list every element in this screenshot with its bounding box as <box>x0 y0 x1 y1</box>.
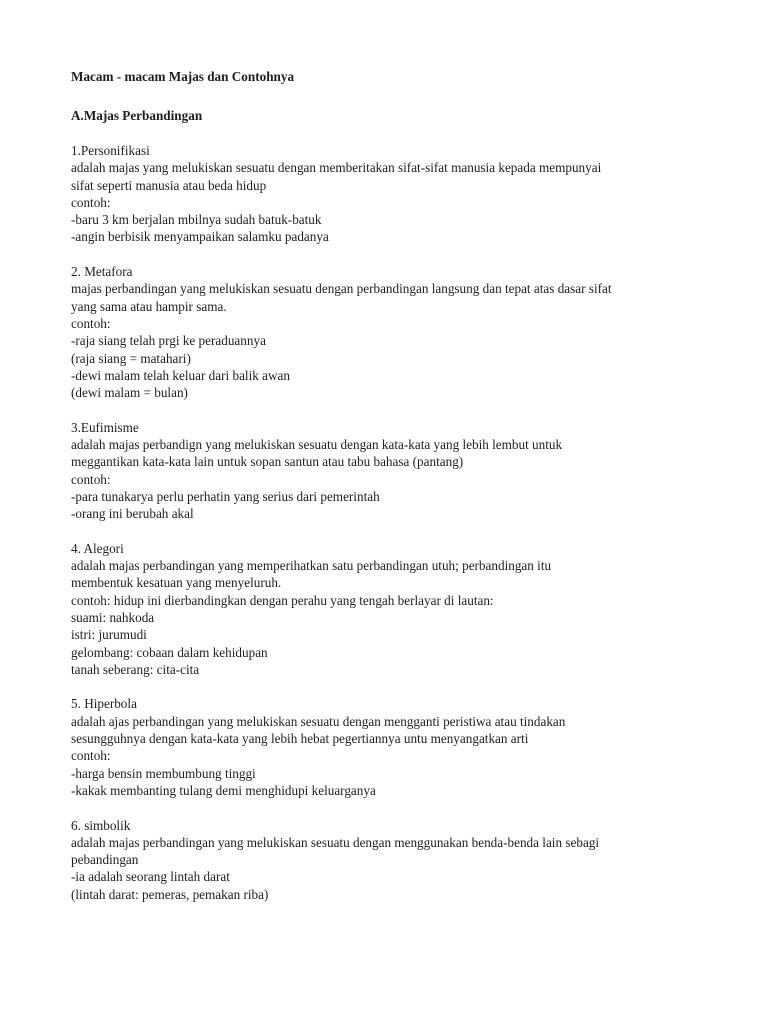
majas-item-line: adalah majas perbandign yang melukiskan sesuatu dengan kata-kata yang lebih lembut untuk <box>71 437 563 453</box>
majas-item-line: contoh: <box>71 748 111 764</box>
majas-item-line: gelombang: cobaan dalam kehidupan <box>71 644 268 660</box>
majas-item-line: (raja siang = matahari) <box>71 350 191 366</box>
majas-item-line: adalah ajas perbandingan yang melukiskan sesuatu dengan mengganti peristiwa atau tindakan <box>71 713 566 729</box>
majas-item-line: meggantikan kata-kata lain untuk sopan santun atau tabu bahasa (pantang) <box>71 454 464 470</box>
section-heading: A.Majas Perbandingan <box>71 108 203 124</box>
majas-item-line: sifat seperti manusia atau beda hidup <box>71 177 267 193</box>
majas-item-line: contoh: <box>71 471 111 487</box>
majas-item-line: -orang ini berubah akal <box>71 506 194 522</box>
majas-item-heading: 6. simbolik <box>71 817 131 833</box>
majas-item-line: (lintah darat: pemeras, pemakan riba) <box>71 886 269 902</box>
majas-item-heading: 5. Hiperbola <box>71 696 137 712</box>
majas-item-line: pebandingan <box>71 852 139 868</box>
majas-item-line: -ia adalah seorang lintah darat <box>71 869 230 885</box>
majas-item <box>71 817 711 903</box>
majas-item <box>71 695 711 799</box>
majas-item-line: adalah majas yang melukiskan sesuatu dengan memberitakan sifat-sifat manusia kepada mempunyai <box>71 160 602 176</box>
majas-item-line: istri: jurumudi <box>71 627 147 643</box>
majas-item-line: -harga bensin membumbung tinggi <box>71 765 256 781</box>
majas-item-line: sesungguhnya dengan kata-kata yang lebih hebat pegertiannya untu menyangatkan arti <box>71 731 529 747</box>
majas-item-line: -baru 3 km berjalan mbilnya sudah batuk-batuk <box>71 212 322 228</box>
majas-item-line: -angin berbisik menyampaikan salamku padanya <box>71 229 329 245</box>
majas-item-heading: 1.Personifikasi <box>71 142 150 158</box>
majas-item-line: contoh: <box>71 194 111 210</box>
majas-item-heading: 2. Metafora <box>71 264 133 280</box>
majas-item <box>71 142 711 246</box>
document-page <box>71 68 711 903</box>
majas-item-line: contoh: hidup ini dierbandingkan dengan perahu yang tengah berlayar di lautan: <box>71 592 494 608</box>
majas-item-line: contoh: <box>71 315 111 331</box>
majas-item-line: -para tunakarya perlu perhatin yang serius dari pemerintah <box>71 488 380 504</box>
majas-item-line: membentuk kesatuan yang menyeluruh. <box>71 575 282 591</box>
majas-item <box>71 263 711 401</box>
majas-item-line: -raja siang telah prgi ke peraduannya <box>71 333 266 349</box>
majas-item-line: majas perbandingan yang melukiskan sesuatu dengan perbandingan langsung dan tepat atas dasar sifat <box>71 281 612 297</box>
majas-item-line: adalah majas perbandingan yang memperihatkan satu perbandingan utuh; perbandingan itu <box>71 558 552 574</box>
majas-item-line: -dewi malam telah keluar dari balik awan <box>71 367 290 383</box>
document-title: Macam - macam Majas dan Contohnya <box>71 69 295 84</box>
majas-list <box>71 142 711 903</box>
majas-item-heading: 3.Eufimisme <box>71 419 139 435</box>
majas-item <box>71 540 711 678</box>
majas-item-line: adalah majas perbandingan yang melukiskan sesuatu dengan menggunakan benda-benda lain sebagi <box>71 834 600 850</box>
majas-item-line: tanah seberang: cita-cita <box>71 661 200 677</box>
majas-item-heading: 4. Alegori <box>71 540 124 556</box>
majas-item <box>71 419 711 523</box>
majas-item-line: (dewi malam = bulan) <box>71 385 188 401</box>
majas-item-line: suami: nahkoda <box>71 610 155 625</box>
majas-item-line: yang sama atau hampir sama. <box>71 298 227 314</box>
majas-item-line: -kakak membanting tulang demi menghidupi keluarganya <box>71 782 376 798</box>
